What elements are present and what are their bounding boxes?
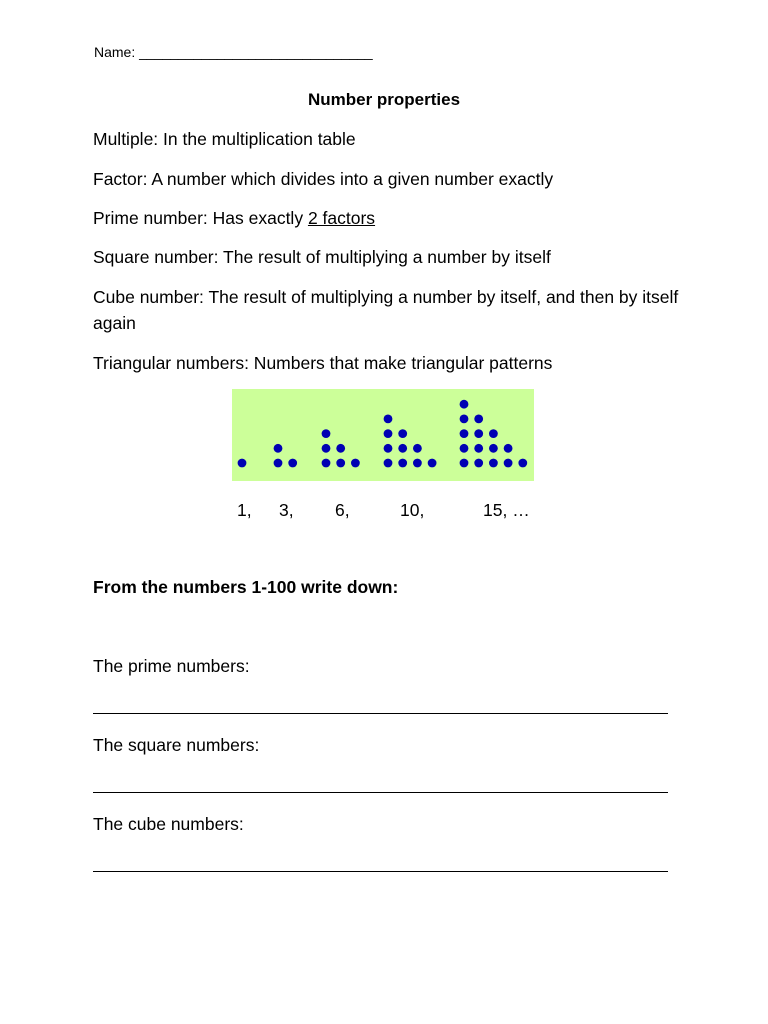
dot	[504, 444, 513, 453]
dot	[489, 459, 498, 468]
sequence-label-10: 10,	[400, 500, 425, 520]
dot	[460, 415, 469, 424]
prime-prefix: Prime number: Has exactly	[93, 208, 308, 228]
page-title: Number properties	[307, 90, 461, 109]
dot	[413, 459, 422, 468]
prime-answer-line[interactable]	[93, 713, 668, 714]
dot	[238, 459, 247, 468]
dot	[489, 444, 498, 453]
dot	[336, 444, 345, 453]
name-field	[94, 44, 373, 60]
definition-cube: Cube number: The result of multiplying a number by itself, and then by itself again	[93, 287, 679, 333]
dot	[322, 459, 331, 468]
cube-question-label: The cube numbers:	[93, 814, 244, 834]
dot	[460, 400, 469, 409]
dot	[322, 429, 331, 438]
dot	[384, 429, 393, 438]
dot	[274, 459, 283, 468]
prime-underlined: 2 factors	[307, 208, 376, 228]
sequence-label-1: 1,	[237, 500, 252, 520]
dot	[504, 459, 513, 468]
dot	[384, 459, 393, 468]
dot	[398, 429, 407, 438]
dots-canvas	[232, 389, 534, 481]
triangle-pattern-1	[238, 459, 247, 468]
dot	[474, 415, 483, 424]
name-label: Name:	[94, 44, 140, 60]
prime-question-label: The prime numbers:	[93, 656, 250, 676]
square-question-label: The square numbers:	[93, 735, 260, 755]
definition-factor: Factor: A number which divides into a given number exactly	[93, 169, 554, 189]
dot	[398, 444, 407, 453]
triangle-pattern-3	[322, 429, 360, 467]
cube-answer-line[interactable]	[93, 871, 668, 872]
dot	[474, 444, 483, 453]
triangle-pattern-4	[384, 415, 437, 468]
task-heading: From the numbers 1-100 write down:	[93, 577, 399, 597]
sequence-label-3: 3,	[279, 500, 294, 520]
dot	[384, 415, 393, 424]
definition-multiple: Multiple: In the multiplication table	[93, 129, 356, 149]
dot	[489, 429, 498, 438]
triangle-pattern-5	[460, 400, 528, 468]
definition-square: Square number: The result of multiplying a number by itself	[93, 247, 551, 267]
dot	[322, 444, 331, 453]
dot	[428, 459, 437, 468]
dot	[398, 459, 407, 468]
sequence-label-15: 15, …	[483, 500, 530, 520]
dot	[474, 429, 483, 438]
dot	[460, 444, 469, 453]
name-blank[interactable]: ______________________________	[139, 44, 373, 60]
dot	[518, 459, 527, 468]
dot	[474, 459, 483, 468]
dot	[460, 429, 469, 438]
square-answer-line[interactable]	[93, 792, 668, 793]
triangular-dots-figure	[232, 389, 534, 481]
dot	[351, 459, 360, 468]
definition-prime	[93, 205, 375, 231]
dot	[336, 459, 345, 468]
dot	[460, 459, 469, 468]
definition-triangular: Triangular numbers: Numbers that make triangular patterns	[93, 353, 553, 373]
dot	[384, 444, 393, 453]
triangle-pattern-2	[274, 444, 298, 468]
dot	[274, 444, 283, 453]
dot	[413, 444, 422, 453]
sequence-label-6: 6,	[335, 500, 350, 520]
dot	[288, 459, 297, 468]
